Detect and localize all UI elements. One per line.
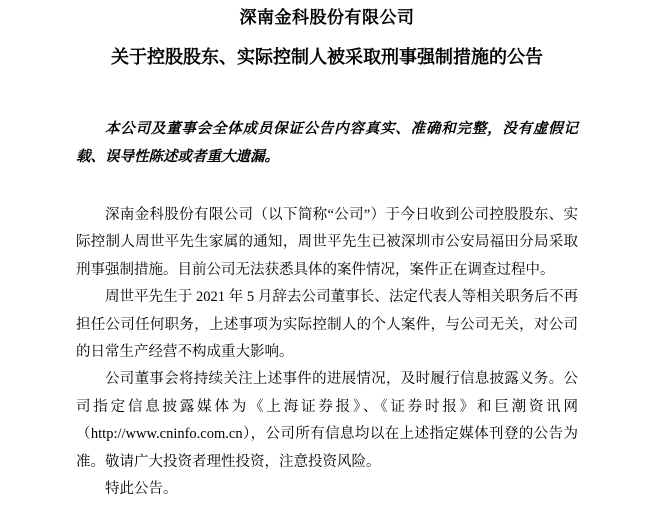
paragraph-resignation-impact: 周世平先生于 2021 年 5 月辞去公司董事长、法定代表人等相关职务后不再担任公司任何职务，上述事项为实际控制人的个人案件，与公司无关，对公司的日常生产经营不构成重大影响。 <box>76 289 578 361</box>
company-name-title: 深南金科股份有限公司 <box>239 8 415 27</box>
paragraph-enforcement-notice: 深南金科股份有限公司（以下简称“公司”）于今日收到公司控股股东、实际控制人周世平先生家属的通知，周世平先生已被深圳市公安局福田分局采取刑事强制措施。目前公司无法获悉具体的案件情况，案件正在调查过程中。 <box>76 207 578 278</box>
announcement-body <box>76 202 578 503</box>
paragraph-disclosure-media: 公司董事会将持续关注上述事件的进展情况，及时履行信息披露义务。公司指定信息披露媒体为《上海证券报》、《证券时报》和巨潮资讯网（http://www.cninfo.com.cn），公司所有信息均以在上述指定媒体刊登的公告为准。敬请广大投资者理性投资，注意投资风险。 <box>76 371 578 470</box>
announcement-title: 关于控股股东、实际控制人被采取刑事强制措施的公告 <box>111 47 543 67</box>
closing-statement: 特此公告。 <box>105 481 178 498</box>
board-disclaimer-statement: 本公司及董事会全体成员保证公告内容真实、准确和完整，没有虚假记载、误导性陈述或者重大遗漏。 <box>76 121 578 165</box>
